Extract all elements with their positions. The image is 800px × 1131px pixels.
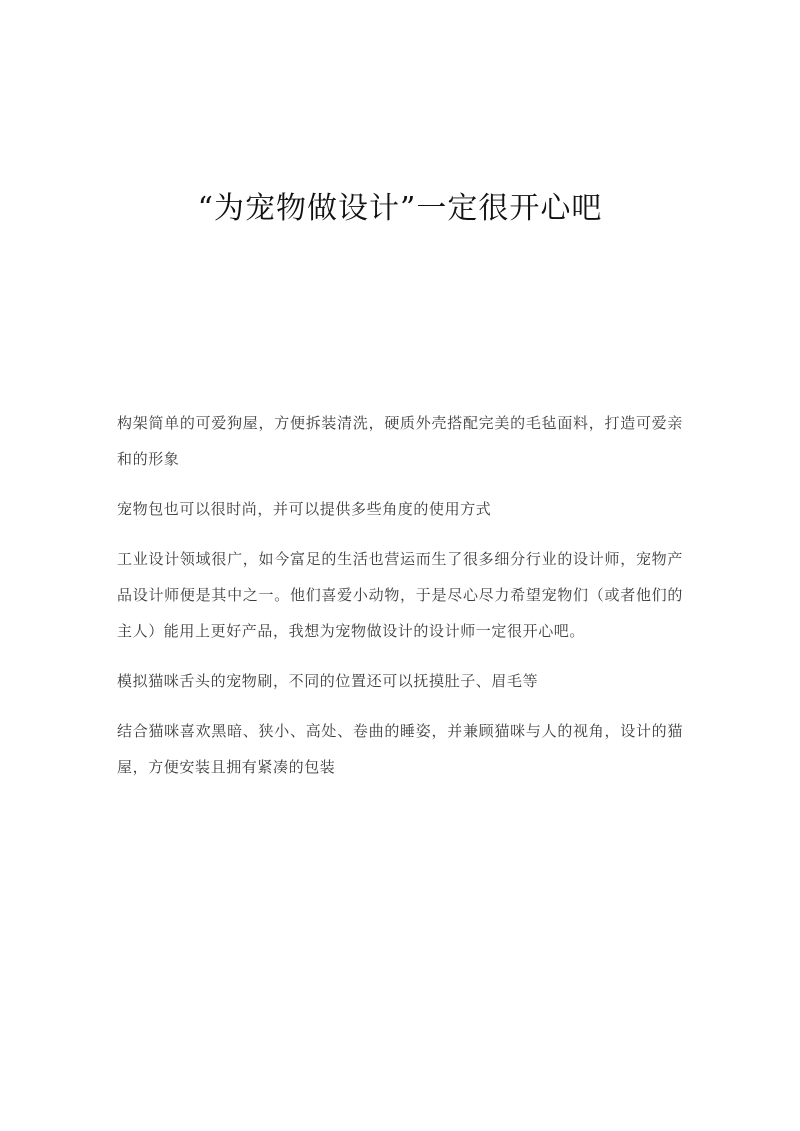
paragraph-pet-brush: 模拟猫咪舌头的宠物刷，不同的位置还可以抚摸肚子、眉毛等 bbox=[117, 672, 539, 690]
document-body bbox=[117, 405, 683, 799]
paragraph-dog-house: 构架简单的可爱狗屋，方便拆装清洗，硬质外壳搭配完美的毛毡面料，打造可爱亲和的形象 bbox=[117, 414, 683, 468]
document-title: “为宠物做设计”一定很开心吧 bbox=[197, 191, 603, 226]
paragraph-pet-bag: 宠物包也可以很时尚，并可以提供多些角度的使用方式 bbox=[117, 500, 492, 518]
paragraph-cat-house: 结合猫咪喜欢黑暗、狭小、高处、卷曲的睡姿，并兼顾猫咪与人的视角，设计的猫屋，方便安装且拥有紧凑的包装 bbox=[117, 722, 683, 776]
paragraph-industrial-design: 工业设计领域很广，如今富足的生活也营运而生了很多细分行业的设计师，宠物产品设计师便是其中之一。他们喜爱小动物，于是尽心尽力希望宠物们（或者他们的主人）能用上更好产品，我想为宠物做设计的设计师一定很开心吧。 bbox=[117, 550, 683, 640]
